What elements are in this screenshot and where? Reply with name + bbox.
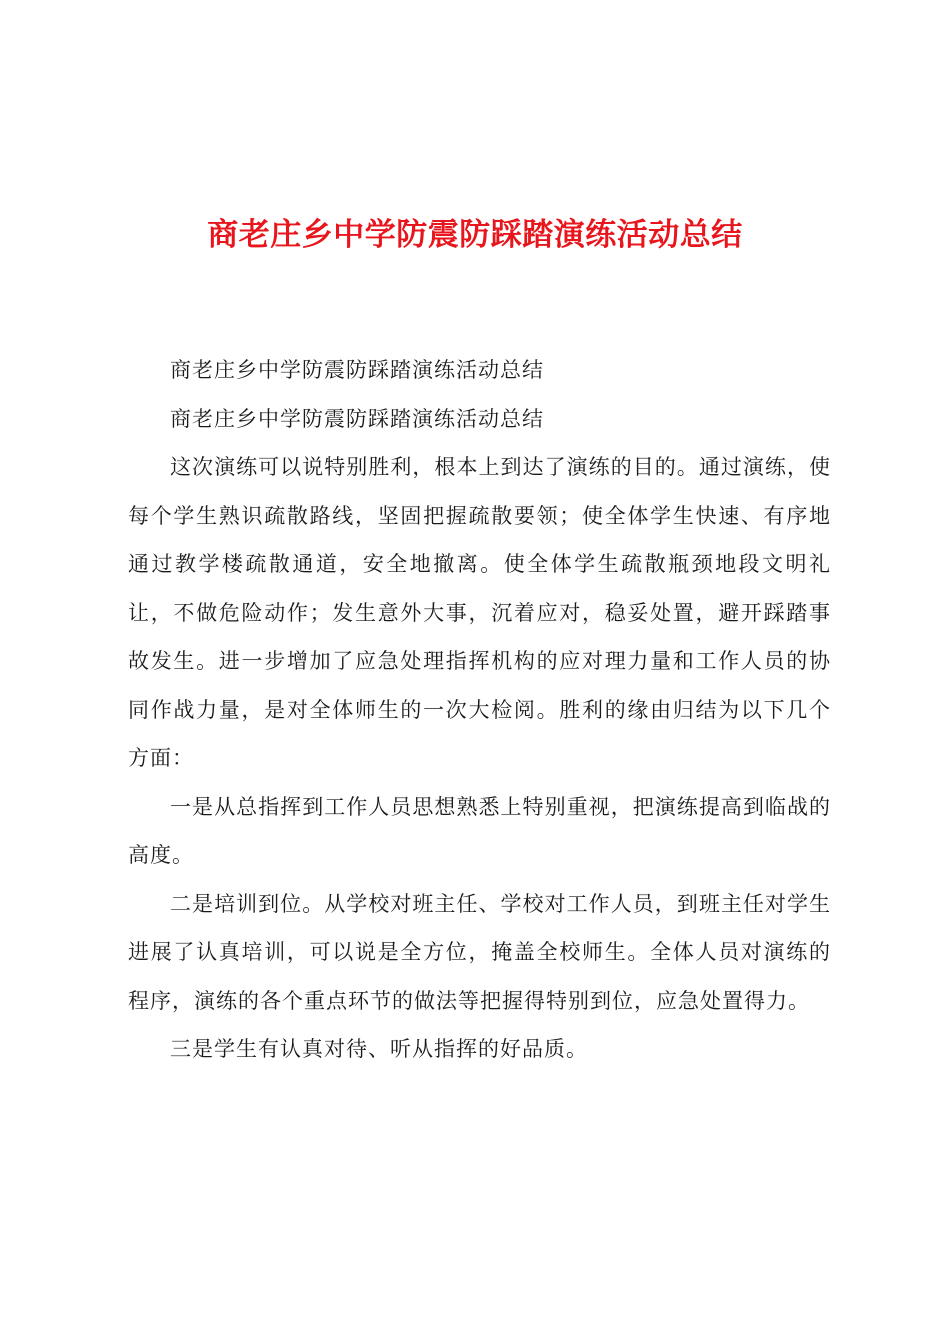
paragraph-subtitle-1: 商老庄乡中学防震防踩踏演练活动总结 <box>170 358 544 382</box>
paragraph-subtitle-2: 商老庄乡中学防震防踩踏演练活动总结 <box>170 406 544 431</box>
document-body <box>128 346 831 1074</box>
paragraph-summary: 这次演练可以说特别胜利，根本上到达了演练的目的。通过演练，使每个学生熟识疏散路线，坚固把握疏散要领；使全体学生快速、有序地通过教学楼疏散通道，安全地撤离。使全体学生疏散瓶颈地段文明礼让，不做危险动作；发生意外大事，沉着应对，稳妥处置，避开踩踏事故发生。进一步增加了应急处理指挥机构的应对理力量和工作人员的协同作战力量，是对全体师生的一次大检阅。胜利的缘由归结为以下几个方面： <box>128 455 831 770</box>
paragraph-point-1: 一是从总指挥到工作人员思想熟悉上特别重视，把演练提高到临战的高度。 <box>128 794 831 867</box>
paragraph-point-3: 三是学生有认真对待、听从指挥的好品质。 <box>170 1037 588 1061</box>
document-title: 商老庄乡中学防震防踩踏演练活动总结 <box>207 217 743 253</box>
paragraph-point-2: 二是培训到位。从学校对班主任、学校对工作人员，到班主任对学生进展了认真培训，可以说是全方位，掩盖全校师生。全体人员对演练的程序，演练的各个重点环节的做法等把握得特别到位，应急处置得力。 <box>128 891 831 1013</box>
